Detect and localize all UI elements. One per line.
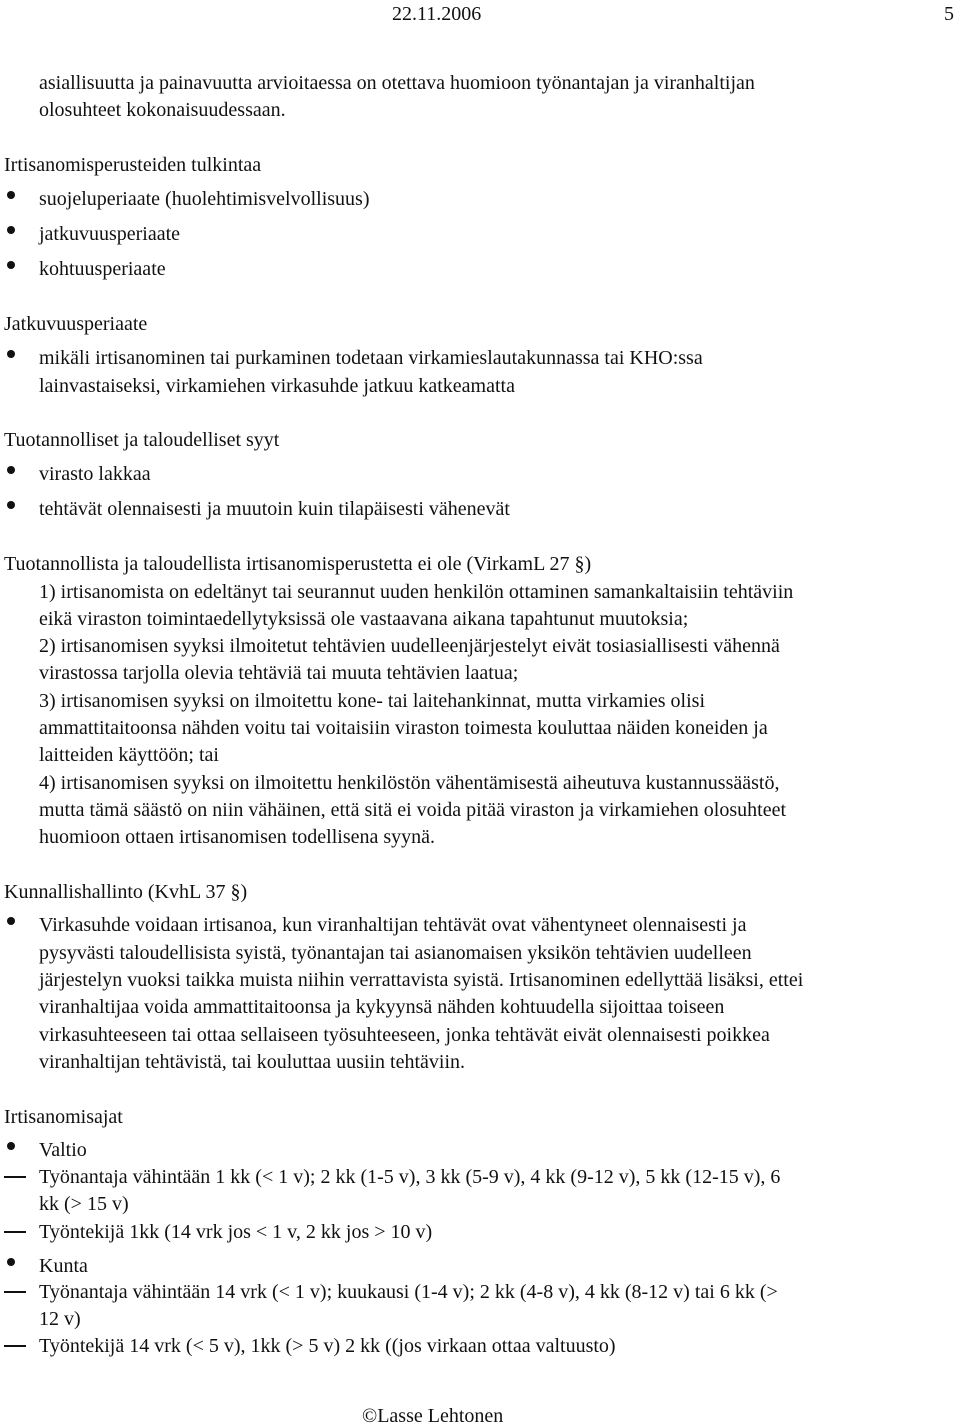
paragraph-line: eikä viraston toimintaedellytyksissä ole vastaavana aikana tapahtunut muutoksia;	[39, 608, 689, 630]
list-item-kunta-employer-line-1: Työnantaja vähintään 14 vrk (< 1 v); kuukausi (1-4 v); 2 kk (4-8 v), 4 kk (8-12 v) tai 6 kk (>	[39, 1281, 778, 1303]
paragraph-line: mutta tämä säästö on niin vähäinen, että sitä ei voida pitää viraston ja virkamiehen olosuhteet	[39, 799, 787, 821]
bullet-dot-icon	[7, 191, 15, 199]
intro-line-2: olosuhteet kokonaisuudessaan.	[39, 99, 286, 121]
list-item: jatkuvuusperiaate	[39, 223, 181, 245]
bullet-dot-icon	[7, 226, 15, 234]
paragraph-line: 4) irtisanomisen syyksi on ilmoitettu henkilöstön vähentämisestä aiheutuva kustannussäästö,	[39, 772, 780, 794]
bullet-dot-icon	[7, 1258, 15, 1266]
list-item-kunta-employee: Työntekijä 14 vrk (< 5 v), 1kk (> 5 v) 2 kk ((jos virkaan ottaa valtuusto)	[39, 1335, 616, 1357]
bullet-dash-icon	[4, 1345, 26, 1347]
bullet-dash-icon	[4, 1291, 26, 1293]
list-item-kunta-employer-line-2: 12 v)	[39, 1308, 81, 1330]
heading-syyt: Tuotannolliset ja taloudelliset syyt	[4, 429, 280, 451]
bullet-dot-icon	[7, 917, 15, 925]
heading-jatkuvuusperiaate: Jatkuvuusperiaate	[4, 313, 148, 335]
heading-kunnallishallinto: Kunnallishallinto (KvhL 37 §)	[4, 881, 248, 903]
list-item: kohtuusperiaate	[39, 258, 166, 280]
header-date: 22.11.2006	[392, 3, 482, 25]
paragraph-line: Virkasuhde voidaan irtisanoa, kun viranhaltijan tehtävät ovat vähentyneet olennaisesti ja	[39, 914, 747, 936]
bullet-dot-icon	[7, 466, 15, 474]
paragraph-line: 2) irtisanomisen syyksi ilmoitetut tehtävien uudelleenjärjestelyt eivät tosiasiallisesti vähennä	[39, 635, 780, 657]
paragraph-line: viranhaltijaa voida ammattitaitoonsa ja kykyynsä nähden kohtuudella sijoittaa toiseen	[39, 996, 725, 1018]
list-item: suojeluperiaate (huolehtimisvelvollisuus)	[39, 188, 370, 210]
bullet-dot-icon	[7, 261, 15, 269]
list-item-line-2: lainvastaiseksi, virkamiehen virkasuhde jatkuu katkeamatta	[39, 375, 515, 397]
bullet-dot-icon	[7, 350, 15, 358]
list-item-valtio-employer-line-1: Työnantaja vähintään 1 kk (< 1 v); 2 kk (1-5 v), 3 kk (5-9 v), 4 kk (9-12 v), 5 kk (12-15 v), 6	[39, 1166, 781, 1188]
paragraph-line: ammattitaitoonsa nähden voitu tai voitaisiin viraston toimesta kouluttaa näiden koneiden ja	[39, 717, 768, 739]
list-item: virasto lakkaa	[39, 463, 151, 485]
paragraph-line: 1) irtisanomista on edeltänyt tai seurannut uuden henkilön ottaminen samankaltaisiin tehtäviin	[39, 581, 794, 603]
heading-tulkinta: Irtisanomisperusteiden tulkintaa	[4, 154, 262, 176]
list-item-valtio-employee: Työntekijä 1kk (14 vrk jos < 1 v, 2 kk jos > 10 v)	[39, 1221, 433, 1243]
list-item-valtio-employer-line-2: kk (> 15 v)	[39, 1193, 129, 1215]
paragraph-line: virkasuhteeseen tai ottaa sellaiseen työsuhteeseen, jonka tehtävät eivät olennaisesti poikkea	[39, 1024, 770, 1046]
heading-ei-perustetta: Tuotannollista ja taloudellista irtisanomisperustetta ei ole (VirkamL 27 §)	[4, 553, 592, 575]
list-item: tehtävät olennaisesti ja muutoin kuin tilapäisesti vähenevät	[39, 498, 510, 520]
bullet-dash-icon	[4, 1231, 26, 1233]
list-item-line-1: mikäli irtisanominen tai purkaminen todetaan virkamieslautakunnassa tai KHO:ssa	[39, 347, 703, 369]
page-number: 5	[944, 3, 954, 25]
heading-irtisanomisajat: Irtisanomisajat	[4, 1106, 123, 1128]
bullet-dash-icon	[4, 1176, 26, 1178]
list-item-valtio: Valtio	[39, 1139, 87, 1161]
paragraph-line: järjestelyn vuoksi taikka muista niihin verrattavista syistä. Irtisanominen edellyttää lisäksi, ettei	[39, 969, 804, 991]
paragraph-line: 3) irtisanomisen syyksi on ilmoitettu kone- tai laitehankinnat, mutta virkamies olisi	[39, 690, 706, 712]
paragraph-line: virastossa tarjolla olevia tehtäviä tai muuta tehtävien laatua;	[39, 662, 519, 684]
bullet-dot-icon	[7, 1142, 15, 1150]
bullet-dot-icon	[7, 501, 15, 509]
paragraph-line: viranhaltijan tehtävistä, tai kouluttaa uusiin tehtäviin.	[39, 1051, 466, 1073]
paragraph-line: huomioon ottaen irtisanomisen todellisena syynä.	[39, 826, 436, 848]
list-item-kunta: Kunta	[39, 1255, 88, 1277]
footer-copyright: ©Lasse Lehtonen	[362, 1405, 504, 1427]
paragraph-line: pysyvästi taloudellisista syistä, työnantajan tai asianomaisen yksikön tehtävien uudelleen	[39, 942, 752, 964]
paragraph-line: laitteiden käyttöön; tai	[39, 744, 219, 766]
intro-line-1: asiallisuutta ja painavuutta arvioitaessa on otettava huomioon työnantajan ja viranhaltijan	[39, 72, 755, 94]
